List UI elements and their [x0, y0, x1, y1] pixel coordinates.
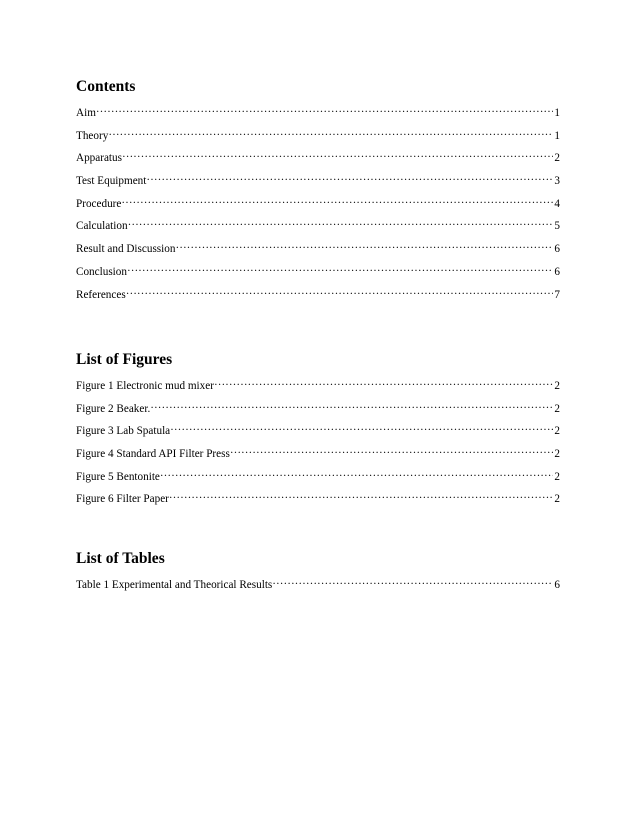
figure-entry-page: 2: [554, 425, 560, 438]
toc-entry-title: Test Equipment: [76, 175, 147, 188]
figure-entry-page: 2: [554, 380, 560, 392]
contents-section: [76, 77, 560, 306]
toc-entry-title: References: [76, 288, 126, 301]
figure-entry-title: Figure 2 Beaker.: [76, 402, 151, 415]
figure-entry-title: Figure 1 Electronic mud mixer: [76, 380, 214, 392]
figure-entry-4[interactable]: [76, 443, 560, 466]
dot-leader: [96, 102, 554, 116]
figure-entry-page: 2: [554, 402, 560, 415]
toc-entry-page: 6: [554, 243, 560, 256]
toc-entry-theory[interactable]: [76, 125, 560, 148]
toc-entry-page: 3: [554, 175, 560, 188]
toc-entry-references[interactable]: [76, 284, 560, 307]
figure-entry-title: Figure 3 Lab Spatula: [76, 425, 171, 438]
dot-leader: [175, 238, 553, 252]
figure-entry-page: 2: [554, 448, 560, 461]
dot-leader: [150, 398, 553, 412]
table-entry-page: 6: [554, 579, 560, 591]
toc-entry-result-and-discussion[interactable]: [76, 238, 560, 261]
figures-heading: List of Figures: [76, 351, 173, 368]
dot-leader: [169, 488, 554, 502]
figure-entry-5[interactable]: [76, 466, 560, 489]
dot-leader: [126, 284, 554, 298]
toc-entry-page: 6: [554, 265, 560, 278]
figure-entry-title: Figure 6 Filter Paper: [76, 493, 169, 506]
figures-section: [76, 350, 560, 511]
figure-entry-title: Figure 5 Bentonite: [76, 470, 160, 483]
tables-section: [76, 549, 560, 597]
dot-leader: [121, 193, 553, 207]
toc-entry-title: Theory: [76, 129, 109, 142]
figure-entry-2[interactable]: [76, 398, 560, 421]
toc-entry-page: 7: [554, 288, 560, 301]
figures-list: [76, 375, 560, 511]
dot-leader: [128, 215, 554, 229]
toc-entry-page: 1: [554, 107, 560, 119]
dot-leader: [214, 375, 553, 389]
dot-leader: [170, 420, 553, 434]
dot-leader: [127, 261, 553, 275]
toc-entry-conclusion[interactable]: [76, 261, 560, 284]
figure-entry-1[interactable]: [76, 375, 560, 398]
figure-entry-title: Figure 4 Standard API Filter Press: [76, 448, 230, 461]
figure-entry-page: 2: [554, 470, 560, 483]
toc-entry-apparatus[interactable]: [76, 147, 560, 170]
table-entry-1[interactable]: [76, 574, 560, 597]
toc-entry-page: 1: [554, 129, 560, 142]
dot-leader: [160, 466, 554, 480]
contents-list: [76, 102, 560, 306]
toc-entry-title: Result and Discussion: [76, 243, 176, 256]
contents-heading: Contents: [76, 78, 136, 95]
toc-entry-aim[interactable]: [76, 102, 560, 125]
figure-entry-6[interactable]: [76, 488, 560, 511]
dot-leader: [122, 147, 553, 161]
table-entry-title: Table 1 Experimental and Theorical Results: [76, 579, 273, 591]
toc-entry-title: Calculation: [76, 220, 128, 233]
toc-entry-page: 5: [554, 220, 560, 233]
dot-leader: [146, 170, 553, 184]
tables-heading: List of Tables: [76, 550, 165, 567]
toc-entry-test-equipment[interactable]: [76, 170, 560, 193]
toc-entry-page: 2: [554, 152, 560, 165]
dot-leader: [230, 443, 554, 457]
toc-entry-procedure[interactable]: [76, 193, 560, 216]
toc-entry-title: Procedure: [76, 197, 122, 210]
toc-entry-calculation[interactable]: [76, 215, 560, 238]
figure-entry-3[interactable]: [76, 420, 560, 443]
figure-entry-page: 2: [554, 493, 560, 506]
toc-entry-title: Apparatus: [76, 152, 122, 165]
toc-entry-title: Aim: [76, 107, 96, 119]
toc-entry-title: Conclusion: [76, 265, 127, 278]
tables-list: [76, 574, 560, 597]
dot-leader: [272, 574, 553, 588]
dot-leader: [108, 125, 553, 139]
toc-entry-page: 4: [554, 197, 560, 210]
